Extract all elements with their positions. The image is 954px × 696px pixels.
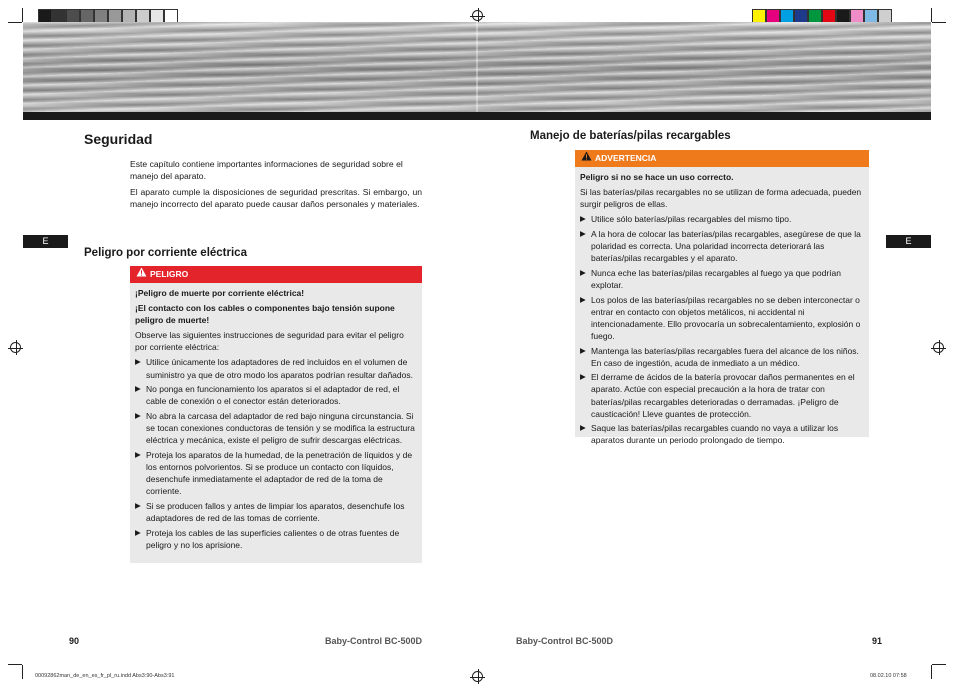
crop-mark [932, 22, 946, 23]
crop-mark [931, 8, 932, 22]
list-item [135, 383, 417, 407]
color-swatch [752, 9, 766, 23]
page-number: 91 [872, 636, 883, 646]
danger-instruction: Observe las siguientes instrucciones de seguridad para evitar el peligro por corriente eléctrica: [135, 330, 404, 353]
page-number: 90 [69, 636, 80, 646]
arrow-right-icon: ▶ [135, 500, 141, 510]
color-swatch [822, 9, 836, 23]
color-swatch [164, 9, 178, 23]
crop-mark [8, 664, 22, 665]
warning-statement: Si las baterías/pilas recargables no se utilizan de forma adecuada, pueden surgir peligros de ellas. [580, 187, 862, 210]
list-item-text: El derrame de ácidos de la batería provocar daños permanentes en el aparato. Actúe con especial precaución a la hora de tratar con baterías/pilas recargables deterioradas o derramadas. ¡Peligro de causticación! Lleve guantes de protección. [591, 372, 855, 419]
arrow-right-icon: ▶ [580, 294, 586, 304]
list-item-text: No abra la carcasa del adaptador de red bajo ninguna circunstancia. Si se tocan conexiones conductoras de tensión y se modifica la estructura eléctrica y mecánica, existe el peligro de sufrir descargas eléctricas. [146, 411, 415, 446]
list-item [135, 449, 417, 497]
list-item [135, 500, 417, 524]
section-title: Peligro por corriente eléctrica [84, 247, 247, 259]
color-swatch [94, 9, 108, 23]
color-swatch [136, 9, 150, 23]
arrow-right-icon: ▶ [135, 411, 141, 421]
danger-box-header [130, 266, 422, 283]
color-swatch [794, 9, 808, 23]
arrow-right-icon: ▶ [135, 357, 141, 367]
color-swatch [150, 9, 164, 23]
list-item [580, 422, 864, 446]
list-item-text: Utilice únicamente los adaptadores de red incluidos en el volumen de suministro ya que de otro modo los aparatos podrían resultar dañados. [146, 357, 413, 380]
list-item-text: Mantenga las baterías/pilas recargables fuera del alcance de los niños. En caso de ingestión, acuda de inmediato a un médico. [591, 345, 859, 368]
list-item-text: Los polos de las baterías/pilas recargables no se deben interconectar o entrar en contacto con objetos metálicos, ni accidental ni intencionadamente. Ello provocaría un sobrecalentamiento, explosión o fuego. [591, 294, 861, 341]
warning-headline: Peligro si no se hace un uso correcto. [580, 172, 734, 182]
color-swatch [38, 9, 52, 23]
danger-statement: ¡El contacto con los cables o componentes bajo tensión supone peligro de muerte! [135, 303, 395, 326]
list-item [135, 410, 417, 446]
color-swatch [66, 9, 80, 23]
spread-fold [476, 22, 478, 112]
registration-mark-icon [472, 671, 483, 682]
color-swatch [836, 9, 850, 23]
warning-triangle-icon [136, 266, 147, 283]
list-item [580, 371, 864, 419]
gray-color-bar [38, 9, 178, 23]
list-item-text: Utilice sólo baterías/pilas recargables del mismo tipo. [591, 214, 792, 225]
intro-paragraph: El aparato cumple la disposiciones de seguridad prescritas. Si embargo, un manejo incorrecto del aparato puede causar daños personales y materiales. [130, 187, 422, 210]
danger-headline: ¡Peligro de muerte por corriente eléctrica! [135, 288, 305, 298]
arrow-right-icon: ▶ [135, 527, 141, 537]
warning-bullet-list [580, 213, 864, 446]
list-item-text: Saque las baterías/pilas recargables cuando no vaya a utilizar los aparatos durante un periodo prolongado de tiempo. [591, 423, 839, 446]
arrow-right-icon: ▶ [580, 228, 586, 238]
crop-mark [931, 665, 932, 679]
arrow-right-icon: ▶ [135, 384, 141, 394]
page-title: Manejo de baterías/pilas recargables [530, 130, 731, 142]
footer-model: Baby-Control BC-500D [516, 636, 614, 646]
list-item-text: Proteja los cables de las superficies calientes o de otras fuentes de peligro y no los aprisione. [146, 527, 400, 550]
intro-paragraph: Este capítulo contiene importantes informaciones de seguridad sobre el manejo del aparato. [130, 159, 403, 182]
footer-model: Baby-Control BC-500D [325, 636, 423, 646]
danger-box [130, 266, 422, 563]
list-item-text: No ponga en funcionamiento los aparatos si el adaptador de red, el cable de conexión o el conector están deteriorados. [146, 384, 400, 407]
list-item [580, 345, 864, 369]
color-swatch [766, 9, 780, 23]
list-item [135, 527, 417, 551]
list-item [580, 294, 864, 342]
arrow-right-icon: ▶ [580, 214, 586, 224]
arrow-right-icon: ▶ [135, 449, 141, 459]
color-swatch [780, 9, 794, 23]
registration-mark-icon [933, 342, 944, 353]
warning-box-header [575, 150, 869, 167]
list-item [135, 356, 417, 380]
crop-mark [8, 22, 22, 23]
list-item [580, 267, 864, 291]
color-swatch [878, 9, 892, 23]
date-slug: 08.02.10 07:58 [870, 673, 907, 679]
crop-mark [22, 8, 23, 22]
color-swatch [80, 9, 94, 23]
header-rule [23, 112, 931, 120]
language-tab: E [886, 235, 931, 248]
language-tab: E [23, 235, 68, 248]
file-slug: 00092862man_de_en_es_fr_pl_ru.indd Abs3:90-Abs3:91 [35, 673, 175, 679]
list-item-text: Si se producen fallos y antes de limpiar los aparatos, desenchufe los adaptadores de red de las tomas de corriente. [146, 500, 405, 523]
arrow-right-icon: ▶ [580, 372, 586, 382]
registration-mark-icon [10, 342, 21, 353]
danger-label: PELIGRO [150, 269, 189, 279]
warning-box [575, 150, 869, 446]
color-swatch [122, 9, 136, 23]
list-item-text: Nunca eche las baterías/pilas recargables al fuego ya que podrían explotar. [591, 267, 841, 290]
arrow-right-icon: ▶ [580, 345, 586, 355]
registration-mark-icon [472, 10, 483, 21]
warning-label: ADVERTENCIA [595, 153, 657, 163]
crop-mark [22, 665, 23, 679]
list-item [580, 213, 864, 225]
color-swatch [52, 9, 66, 23]
list-item-text: A la hora de colocar las baterías/pilas recargables, asegúrese de que la polaridad es correcta. Una polaridad incorrecta deteriorará las baterías/pilas recargables y el aparato. [591, 228, 861, 264]
color-swatch [808, 9, 822, 23]
danger-bullet-list [135, 356, 417, 550]
list-item-text: Proteja los aparatos de la humedad, de la penetración de líquidos y de los entornos polvorientos. Si se produce un contacto con líquidos, desenchufe inmediatamente el adaptador de red de la toma de corriente. [146, 449, 413, 497]
arrow-right-icon: ▶ [580, 267, 586, 277]
color-swatch [850, 9, 864, 23]
page-title: Seguridad [84, 131, 153, 147]
color-swatch [108, 9, 122, 23]
color-swatch [864, 9, 878, 23]
crop-mark [932, 664, 946, 665]
process-color-bar [752, 9, 892, 23]
arrow-right-icon: ▶ [580, 423, 586, 433]
list-item [580, 228, 864, 264]
warning-triangle-icon [581, 150, 592, 167]
